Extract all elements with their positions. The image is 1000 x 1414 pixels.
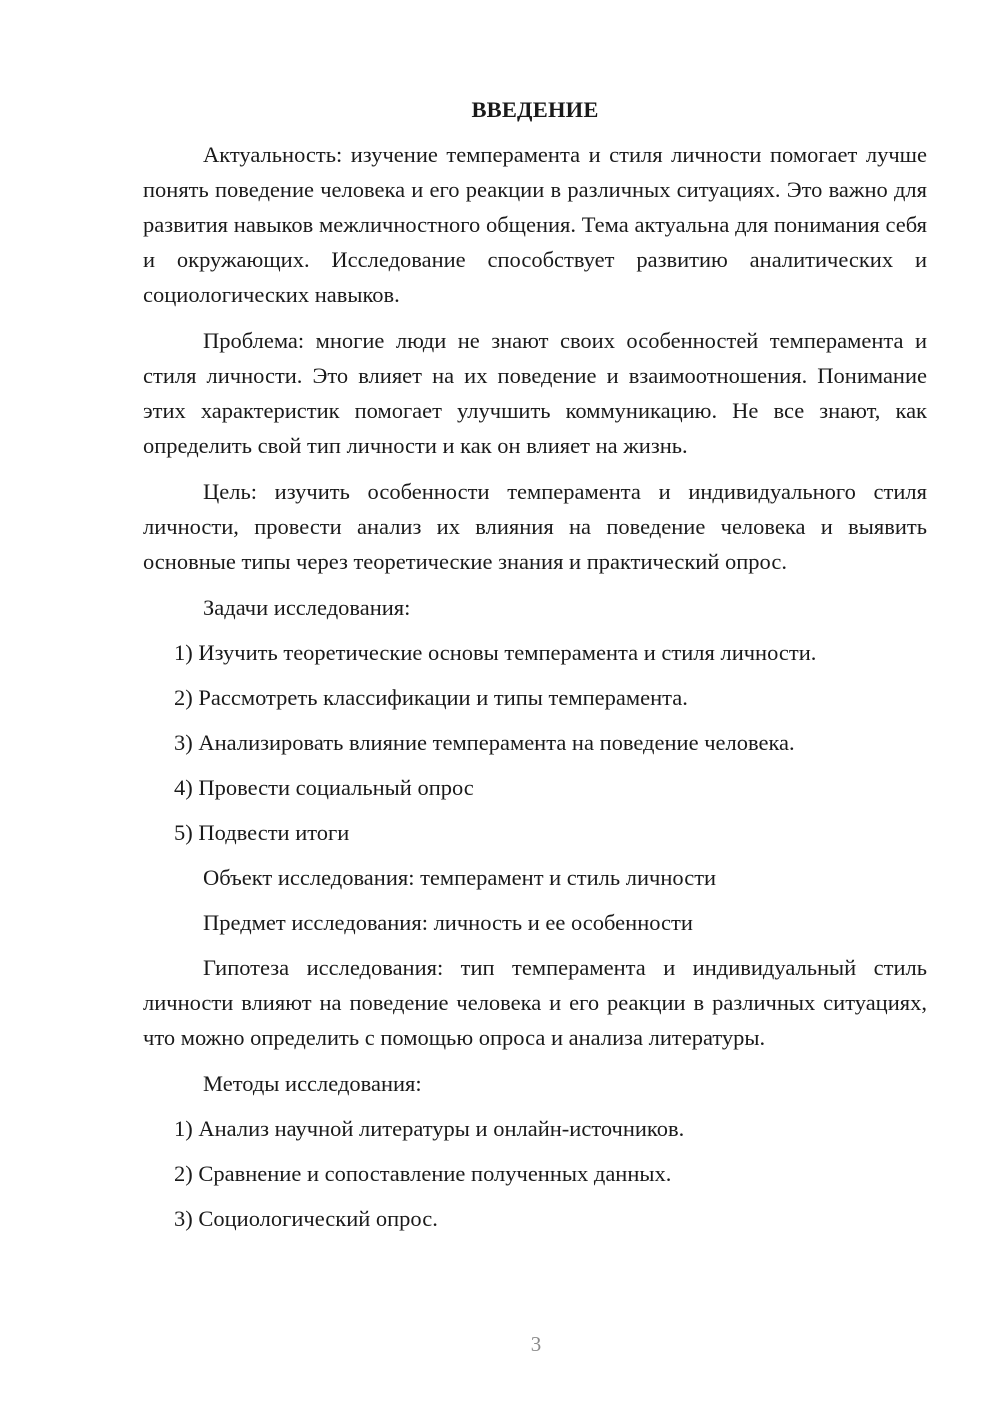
tasks-heading: Задачи исследования:	[203, 595, 411, 620]
page-number: 3	[530, 1332, 542, 1356]
task-item: 1) Изучить теоретические основы темперамента и стиля личности.	[174, 640, 817, 665]
relevance-paragraph: Актуальность: изучение темперамента и стиля личности помогает лучше понять поведение человека и его реакции в различных ситуациях. Это важно для развития навыков межличностного общения. Тема актуальна для понимания себя и окружающих. Исследование способствует развитию аналитических и социологических навыков.	[143, 142, 927, 307]
method-item: 2) Сравнение и сопоставление полученных данных.	[174, 1161, 672, 1186]
hypothesis-paragraph: Гипотеза исследования: тип темперамента и индивидуальный стиль личности влияют на поведение человека и его реакции в различных ситуациях, что можно определить с помощью опроса и анализа литературы.	[143, 955, 927, 1050]
method-item: 3) Социологический опрос.	[174, 1206, 438, 1231]
research-object: Объект исследования: темперамент и стиль личности	[203, 865, 717, 890]
goal-paragraph: Цель: изучить особенности темперамента и индивидуального стиля личности, провести анализ их влияния на поведение человека и выявить основные типы через теоретические знания и практический опрос.	[143, 479, 927, 574]
methods-heading: Методы исследования:	[203, 1071, 422, 1096]
research-subject: Предмет исследования: личность и ее особенности	[203, 910, 693, 935]
task-item: 4) Провести социальный опрос	[174, 775, 474, 800]
problem-paragraph: Проблема: многие люди не знают своих особенностей темперамента и стиля личности. Это влияет на их поведение и взаимоотношения. Понимание этих характеристик помогает улучшить коммуникацию. Не все знают, как определить свой тип личности и как он влияет на жизнь.	[143, 328, 927, 458]
method-item: 1) Анализ научной литературы и онлайн-источников.	[174, 1116, 685, 1141]
page-title: ВВЕДЕНИЕ	[471, 97, 599, 122]
task-item: 2) Рассмотреть классификации и типы темперамента.	[174, 685, 688, 710]
task-item: 3) Анализировать влияние темперамента на поведение человека.	[174, 730, 795, 755]
task-item: 5) Подвести итоги	[174, 820, 350, 845]
document-page	[143, 92, 927, 1246]
